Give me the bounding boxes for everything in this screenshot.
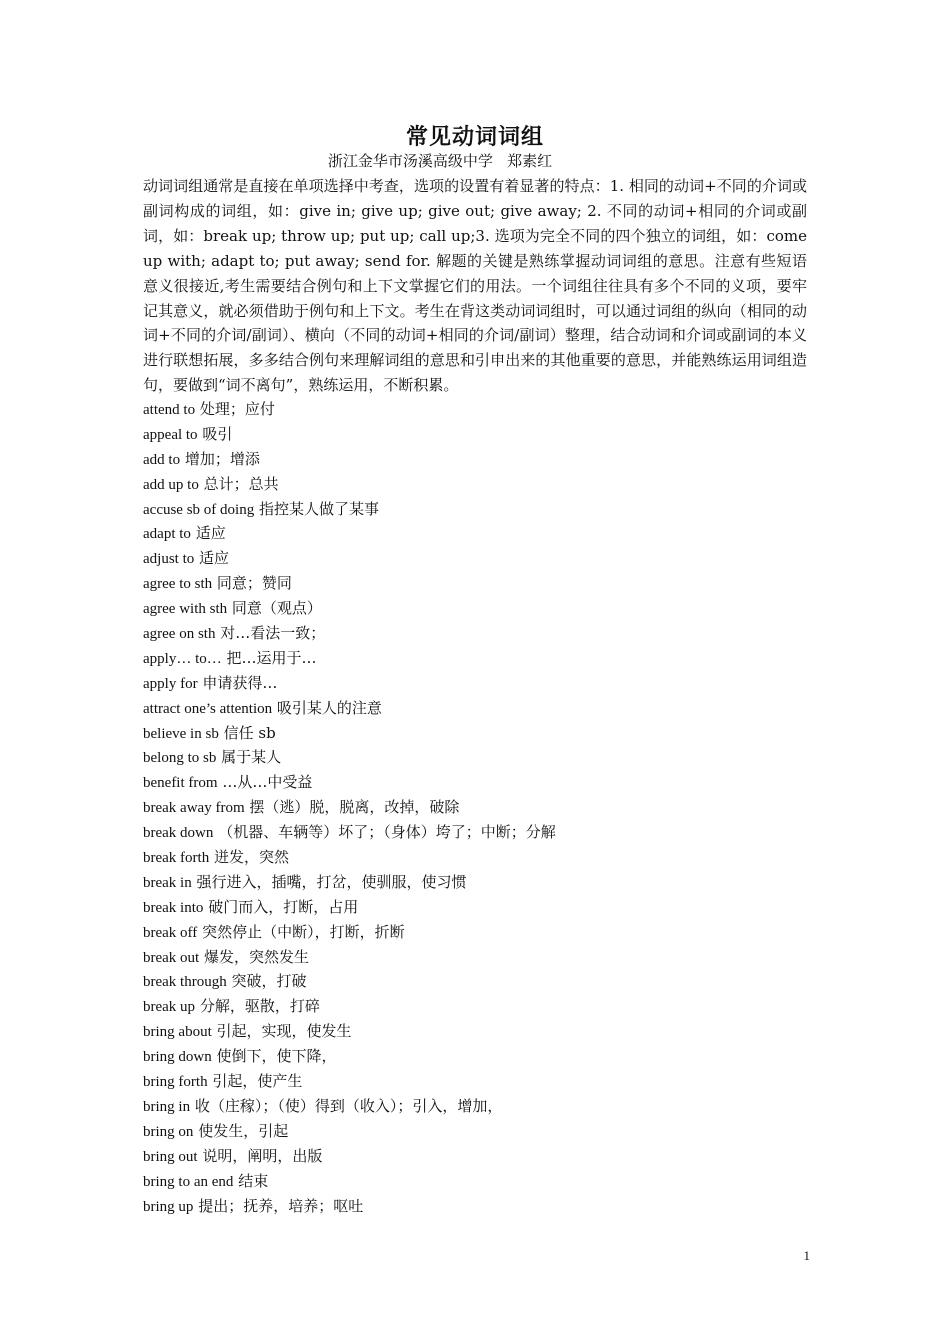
list-item xyxy=(143,745,807,770)
phrase-text: attend to xyxy=(143,402,196,418)
list-item xyxy=(143,721,807,746)
meaning-text: 申请获得… xyxy=(202,673,278,692)
meaning-text: 引起，使产生 xyxy=(212,1072,303,1091)
list-item xyxy=(143,671,807,696)
meaning-text: 突破，打破 xyxy=(231,972,307,991)
list-item xyxy=(143,1019,807,1044)
phrase-text: belong to sb xyxy=(143,750,217,767)
meaning-text: 处理；应付 xyxy=(199,400,275,418)
phrase-text: bring forth xyxy=(143,1074,208,1091)
meaning-text: 爆发，突然发生 xyxy=(204,947,310,966)
meaning-text: 吸引某人的注意 xyxy=(276,698,382,717)
meaning-text: 适应 xyxy=(195,524,226,543)
meaning-text: 摆（逃）脱，脱离，改掉，破除 xyxy=(249,798,460,817)
phrase-text: bring in xyxy=(143,1098,191,1115)
meaning-text: 指控某人做了某事 xyxy=(259,499,380,518)
phrase-text: apply… to… xyxy=(143,650,222,667)
meaning-text: 同意（观点） xyxy=(231,599,322,618)
meaning-text: 使发生，引起 xyxy=(198,1121,289,1140)
list-item xyxy=(143,845,807,870)
intro-text: 动词词组通常是直接在单项选择中考查，选项的设置有着显著的特点：1. 相同的动词+不同的介词或副词构成的词组，如：give in; give up; give out; give away; 2. 不同的动词+相同的介词或副词，如：break up; throw up; put up; call up;3. 选项为完全不同的四个独立的词组，如：come up with; adapt to; put away; send for. 解题的关键是熟练掌握动词词组的意思。注意有些短语意义很接近,考生需要结合例句和上下文掌握它们的用法。一个词组往往具有多个不同的义项，要牢记其意义，就必须借助于例句和上下文。考生在背这类动词词组时，可以通过词组的纵向（相同的动词+不同的介词/副词）、横向（不同的动词+相同的介词/副词）整理，结合动词和介词或副词的本义进行联想拓展，多多结合例句来理解词组的意思和引申出来的其他重要的意思，并能熟练运用词组造句，要做到“词不离句”，熟练运用，不断积累。 xyxy=(143,177,807,395)
phrase-text: break forth xyxy=(143,850,210,867)
meaning-text: 说明，阐明，出版 xyxy=(202,1146,323,1165)
meaning-text: 属于某人 xyxy=(221,748,282,767)
list-item xyxy=(143,1169,807,1194)
meaning-text: 适应 xyxy=(199,549,230,568)
list-item xyxy=(143,472,807,497)
list-item xyxy=(143,397,807,422)
phrase-text: adjust to xyxy=(143,551,195,568)
meaning-text: 增加；增添 xyxy=(184,449,260,468)
phrase-text: bring about xyxy=(143,1024,212,1041)
page-number: 1 xyxy=(803,1248,810,1263)
list-item xyxy=(143,920,807,945)
list-item xyxy=(143,1069,807,1094)
phrase-text: break into xyxy=(143,899,204,916)
list-item xyxy=(143,994,807,1019)
list-item xyxy=(143,870,807,895)
list-item xyxy=(143,945,807,970)
meaning-text: 迸发，突然 xyxy=(214,848,290,867)
list-item xyxy=(143,969,807,994)
meaning-text: 突然停止（中断），打断，折断 xyxy=(202,922,405,941)
meaning-text: （机器、车辆等）坏了；（身体）垮了；中断；分解 xyxy=(218,823,556,842)
list-item xyxy=(143,770,807,795)
phrase-text: apply for xyxy=(143,675,198,692)
list-item xyxy=(143,1144,807,1169)
intro-paragraph xyxy=(143,174,807,398)
meaning-text: 对…看法一致； xyxy=(220,624,326,643)
phrase-text: bring up xyxy=(143,1198,194,1215)
phrase-text: break out xyxy=(143,949,200,966)
phrase-text: add to xyxy=(143,451,181,468)
meaning-text: 信任 sb xyxy=(223,723,276,742)
phrase-text: accuse sb of doing xyxy=(143,501,255,518)
meaning-text: 同意；赞同 xyxy=(216,574,292,593)
phrase-text: believe in sb xyxy=(143,725,219,742)
phrase-text: agree with sth xyxy=(143,601,228,618)
phrase-text: bring out xyxy=(143,1148,198,1165)
list-item xyxy=(143,596,807,621)
list-item xyxy=(143,1119,807,1144)
phrase-text: bring on xyxy=(143,1123,194,1140)
phrase-text: break in xyxy=(143,874,192,891)
list-item xyxy=(143,422,807,447)
phrase-text: break off xyxy=(143,924,198,941)
phrase-text: bring to an end xyxy=(143,1173,234,1190)
phrase-text: attract one’s attention xyxy=(143,700,273,717)
phrase-text: bring down xyxy=(143,1049,212,1066)
meaning-text: 收（庄稼）；（使）得到（收入）；引入，增加， xyxy=(194,1096,503,1115)
phrase-text: break through xyxy=(143,974,227,991)
phrase-text: adapt to xyxy=(143,526,191,543)
author-line: 浙江金华市汤溪高级中学 郑素红 xyxy=(327,152,553,170)
list-item xyxy=(143,521,807,546)
list-item xyxy=(143,820,807,845)
list-item xyxy=(143,497,807,522)
phrase-text: break up xyxy=(143,999,196,1016)
meaning-text: 引起，实现，使发生 xyxy=(216,1022,352,1041)
list-item xyxy=(143,447,807,472)
phrase-text: break away from xyxy=(143,800,245,817)
phrase-text: appeal to xyxy=(143,426,198,443)
list-item xyxy=(143,621,807,646)
page-title: 常见动词词组 xyxy=(405,124,544,150)
list-item xyxy=(143,546,807,571)
phrase-text: add up to xyxy=(143,476,199,493)
list-item xyxy=(143,1094,807,1119)
phrase-text: agree to sth xyxy=(143,576,213,593)
meaning-text: …从…中受益 xyxy=(222,773,313,792)
list-item xyxy=(143,1044,807,1069)
list-item xyxy=(143,895,807,920)
meaning-text: 吸引 xyxy=(202,424,233,443)
list-item xyxy=(143,571,807,596)
meaning-text: 提出；抚养，培养；呕吐 xyxy=(198,1196,364,1215)
meaning-text: 强行进入，插嘴，打岔，使驯服，使习惯 xyxy=(196,872,467,891)
list-item xyxy=(143,696,807,721)
phrase-text: agree on sth xyxy=(143,626,216,643)
meaning-text: 结束 xyxy=(238,1171,269,1190)
phrase-text: break down xyxy=(143,825,214,842)
phrase-list xyxy=(143,397,807,1218)
meaning-text: 总计；总共 xyxy=(203,474,279,493)
meaning-text: 使倒下，使下降， xyxy=(216,1047,337,1066)
list-item xyxy=(143,795,807,820)
meaning-text: 把…运用于… xyxy=(226,648,317,667)
meaning-text: 分解，驱散，打碎 xyxy=(199,997,320,1016)
list-item xyxy=(143,1194,807,1219)
list-item xyxy=(143,646,807,671)
phrase-text: benefit from xyxy=(143,775,218,792)
meaning-text: 破门而入，打断，占用 xyxy=(208,897,359,916)
